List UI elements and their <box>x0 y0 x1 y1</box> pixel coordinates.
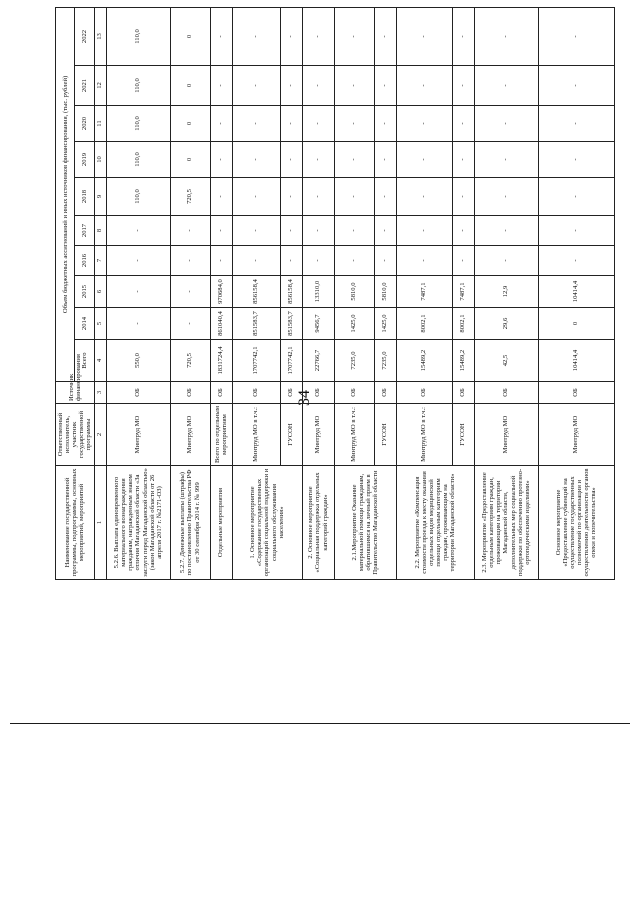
row-year-value-cell: 0 <box>170 142 210 178</box>
row-total-cell: 1707742,1 <box>232 340 280 382</box>
col-number: 6 <box>94 276 106 308</box>
row-year-value-cell: - <box>374 216 396 246</box>
row-year-value-cell: 851583,7 <box>232 308 280 340</box>
row-source-cell: ОБ <box>302 382 334 404</box>
row-executor-cell: Всего по отдельным мероприятиям <box>210 404 232 466</box>
table-row <box>538 7 614 579</box>
row-year-value-cell: - <box>170 246 210 276</box>
header-executor: Ответственный исполнитель, участник государственной программы <box>56 404 95 466</box>
row-source-cell: ОБ <box>232 382 280 404</box>
row-name-cell: 5.2.7. Денежные выплаты (штрафы) по постановлению Правительства РФ от 30 сентября 2014 г. № 999 <box>170 466 210 580</box>
row-source-cell: ОБ <box>170 382 210 404</box>
row-executor-cell: ГУСОН <box>452 404 474 466</box>
row-year-value-cell: 29,6 <box>474 308 538 340</box>
row-year-value-cell: - <box>280 66 302 106</box>
row-year-value-cell: - <box>106 246 170 276</box>
header-year: 2019 <box>75 142 94 178</box>
row-year-value-cell: 7487,1 <box>396 276 452 308</box>
row-year-value-cell: - <box>210 66 232 106</box>
row-year-value-cell: - <box>334 7 374 65</box>
row-year-value-cell: 856158,4 <box>280 276 302 308</box>
row-total-cell: 15489,2 <box>452 340 474 382</box>
row-year-value-cell: - <box>374 246 396 276</box>
row-year-value-cell: - <box>280 216 302 246</box>
row-year-value-cell: 856158,4 <box>232 276 280 308</box>
col-number: 10 <box>94 142 106 178</box>
row-year-value-cell: - <box>396 246 452 276</box>
row-year-value-cell: 0 <box>170 7 210 65</box>
row-executor-cell: Минтруд МО в т.ч.: <box>334 404 374 466</box>
row-executor-cell: Минтруд МО в т.ч.: <box>232 404 280 466</box>
row-year-value-cell: 110,0 <box>106 106 170 142</box>
row-year-value-cell: - <box>374 7 396 65</box>
row-year-value-cell: 8002,1 <box>452 308 474 340</box>
row-year-value-cell: - <box>170 276 210 308</box>
row-source-cell: ОБ <box>210 382 232 404</box>
row-total-cell: 1831724,4 <box>210 340 232 382</box>
row-year-value-cell: 110,0 <box>106 142 170 178</box>
row-executor-cell: ГУСОН <box>280 404 302 466</box>
row-year-value-cell: - <box>106 276 170 308</box>
row-year-value-cell: - <box>210 216 232 246</box>
row-year-value-cell: - <box>302 7 334 65</box>
row-name-cell: 2. Основное мероприятие «Социальная поддержка отдельных категорий граждан» <box>302 466 334 580</box>
header-name: Наименование государственной программы, подпрограммы, основных мероприятий, мероприятий <box>56 466 95 580</box>
row-year-value-cell: - <box>232 7 280 65</box>
row-executor-cell: Минтруд МО <box>170 404 210 466</box>
row-year-value-cell: - <box>302 216 334 246</box>
row-year-value-cell: 0 <box>170 106 210 142</box>
row-total-cell: 1707742,1 <box>280 340 302 382</box>
row-year-value-cell: - <box>474 216 538 246</box>
row-year-value-cell: 110,0 <box>106 178 170 216</box>
row-source-cell: ОБ <box>106 382 170 404</box>
row-year-value-cell: 720,5 <box>170 178 210 216</box>
row-year-value-cell: - <box>452 216 474 246</box>
row-year-value-cell: - <box>374 142 396 178</box>
col-number: 12 <box>94 66 106 106</box>
row-name-cell: 2.2. Мероприятие «Компенсация стоимости проезда к месту оказания отдельных видов медицинской помощи отдельным категориям граждан, проживающим на территории Магаданской области» <box>396 466 474 580</box>
row-year-value-cell: - <box>232 106 280 142</box>
row-total-cell: 7235,0 <box>334 340 374 382</box>
col-number: 9 <box>94 178 106 216</box>
header-year: 2014 <box>75 308 94 340</box>
header-budget-group: Объем бюджетных ассигнований и иных источников финансирования, (тыс. рублей) <box>56 7 75 381</box>
row-year-value-cell: 9456,7 <box>302 308 334 340</box>
row-source-cell: ОБ <box>538 382 614 404</box>
row-name-cell: 2.1.Мероприятие Оказание материальной помощи гражданам, обратившимся на личный прием в Правительство Магаданской области <box>334 466 396 580</box>
header-year: 2021 <box>75 66 94 106</box>
row-year-value-cell: - <box>374 106 396 142</box>
row-name-cell: 2.3. Мероприятие «Предоставление отдельным категориям граждан, проживающим на территории Магаданской области, дополнительных мер социальной поддержки по обеспечению протезно-ортопедическими изделиями» <box>474 466 538 580</box>
table-body <box>106 7 614 579</box>
row-year-value-cell: - <box>106 216 170 246</box>
row-year-value-cell: - <box>374 66 396 106</box>
row-year-value-cell: - <box>210 106 232 142</box>
header-year: 2018 <box>75 178 94 216</box>
row-year-value-cell: 5810,0 <box>374 276 396 308</box>
row-year-value-cell: - <box>232 178 280 216</box>
row-year-value-cell: - <box>538 7 614 65</box>
row-total-cell: 7235,0 <box>374 340 396 382</box>
row-source-cell: ОБ <box>474 382 538 404</box>
header-year: 2020 <box>75 106 94 142</box>
row-year-value-cell: 1425,0 <box>374 308 396 340</box>
row-year-value-cell: - <box>302 178 334 216</box>
row-name-cell: Основное мероприятие «Предоставление субвенций на осуществление государственных полномочий по организации и осуществлению деятельности органов опеки и попечительства» <box>538 466 614 580</box>
row-year-value-cell: - <box>538 216 614 246</box>
row-total-cell: 15489,2 <box>396 340 452 382</box>
page-number: 34 <box>296 390 313 406</box>
row-total-cell: 42,5 <box>474 340 538 382</box>
row-source-cell: ОБ <box>374 382 396 404</box>
row-year-value-cell: - <box>334 66 374 106</box>
row-source-cell: ОБ <box>280 382 302 404</box>
row-year-value-cell: 12,9 <box>474 276 538 308</box>
row-name-cell: Отдельные мероприятия <box>210 466 232 580</box>
row-year-value-cell: 1425,0 <box>334 308 374 340</box>
row-year-value-cell: - <box>170 216 210 246</box>
row-executor-cell: Минтруд МО в т.ч.: <box>396 404 452 466</box>
row-year-value-cell: - <box>474 246 538 276</box>
header-total: Всего <box>75 340 94 382</box>
row-total-cell: 720,5 <box>170 340 210 382</box>
col-number: 13 <box>94 7 106 65</box>
table-row <box>334 7 374 579</box>
row-year-value-cell: - <box>302 246 334 276</box>
row-year-value-cell: - <box>334 142 374 178</box>
col-number: 2 <box>94 404 106 466</box>
row-executor-cell: Минтруд МО <box>106 404 170 466</box>
row-year-value-cell: - <box>396 216 452 246</box>
row-year-value-cell: - <box>452 106 474 142</box>
header-year: 2016 <box>75 246 94 276</box>
row-year-value-cell: - <box>210 246 232 276</box>
row-year-value-cell: - <box>170 308 210 340</box>
header-year: 2015 <box>75 276 94 308</box>
col-number: 3 <box>94 382 106 404</box>
row-year-value-cell: - <box>302 106 334 142</box>
row-executor-cell: ГУСОН <box>374 404 396 466</box>
row-year-value-cell: - <box>210 142 232 178</box>
row-year-value-cell: 0 <box>538 308 614 340</box>
rotated-table-area <box>55 8 627 577</box>
row-year-value-cell: - <box>210 178 232 216</box>
row-year-value-cell: 110,0 <box>106 66 170 106</box>
row-year-value-cell: - <box>334 216 374 246</box>
row-name-cell: 5.2.6. Выплата единовременного материального вознаграждения гражданам, награжденным знаком отличия Магаданской области «За заслуги перед Магаданской областью» (закон Магаданской области от 26 апреля 2017 г. №2171-ОЗ) <box>106 466 170 580</box>
row-year-value-cell: 0 <box>170 66 210 106</box>
row-year-value-cell: 970684,0 <box>210 276 232 308</box>
row-year-value-cell: - <box>334 178 374 216</box>
row-year-value-cell: - <box>396 142 452 178</box>
row-year-value-cell: - <box>538 106 614 142</box>
row-year-value-cell: - <box>302 66 334 106</box>
row-year-value-cell: - <box>538 178 614 216</box>
horizontal-rule <box>10 723 630 724</box>
table-row <box>106 7 170 579</box>
budget-table <box>55 7 615 580</box>
row-year-value-cell: - <box>280 7 302 65</box>
row-source-cell: ОБ <box>396 382 452 404</box>
row-year-value-cell: - <box>474 106 538 142</box>
row-year-value-cell: - <box>452 246 474 276</box>
header-year: 2022 <box>75 7 94 65</box>
table-row <box>232 7 280 579</box>
col-number: 8 <box>94 216 106 246</box>
table-row <box>170 7 210 579</box>
row-year-value-cell: 861040,4 <box>210 308 232 340</box>
row-year-value-cell: - <box>452 142 474 178</box>
row-year-value-cell: - <box>396 66 452 106</box>
row-total-cell: 550,0 <box>106 340 170 382</box>
row-year-value-cell: - <box>396 178 452 216</box>
row-year-value-cell: - <box>232 216 280 246</box>
row-year-value-cell: 110,0 <box>106 7 170 65</box>
row-year-value-cell: - <box>280 106 302 142</box>
table-row <box>210 7 232 579</box>
row-year-value-cell: 5810,0 <box>334 276 374 308</box>
row-year-value-cell: - <box>106 308 170 340</box>
row-source-cell: ОБ <box>334 382 374 404</box>
col-number: 5 <box>94 308 106 340</box>
header-row-1 <box>56 7 75 579</box>
row-year-value-cell: - <box>232 246 280 276</box>
header-year: 2017 <box>75 216 94 246</box>
row-executor-cell: Минтруд МО <box>474 404 538 466</box>
row-name-cell: 1. Основное мероприятие «Содержание государственных организаций социальной поддержки и социального обслуживания населения» <box>232 466 302 580</box>
row-year-value-cell: - <box>374 178 396 216</box>
row-year-value-cell: - <box>280 246 302 276</box>
row-source-cell: ОБ <box>452 382 474 404</box>
row-total-cell: 22766,7 <box>302 340 334 382</box>
row-year-value-cell: - <box>232 142 280 178</box>
table-row <box>474 7 538 579</box>
header-colnum-row <box>94 7 106 579</box>
col-number: 7 <box>94 246 106 276</box>
row-year-value-cell: 8002,1 <box>396 308 452 340</box>
row-year-value-cell: - <box>538 142 614 178</box>
row-year-value-cell: - <box>334 106 374 142</box>
row-executor-cell: Минтруд МО <box>538 404 614 466</box>
row-year-value-cell: - <box>474 142 538 178</box>
col-number: 1 <box>94 466 106 580</box>
row-year-value-cell: - <box>474 178 538 216</box>
col-number: 4 <box>94 340 106 382</box>
row-year-value-cell: - <box>334 246 374 276</box>
row-year-value-cell: - <box>474 7 538 65</box>
row-year-value-cell: 851583,7 <box>280 308 302 340</box>
header-source: Источник финансирования <box>56 382 95 404</box>
row-year-value-cell: - <box>538 66 614 106</box>
row-year-value-cell: 10414,4 <box>538 276 614 308</box>
row-year-value-cell: - <box>280 178 302 216</box>
row-year-value-cell: - <box>452 7 474 65</box>
row-year-value-cell: - <box>396 7 452 65</box>
row-year-value-cell: - <box>396 106 452 142</box>
row-year-value-cell: - <box>538 246 614 276</box>
row-year-value-cell: - <box>232 66 280 106</box>
row-total-cell: 10414,4 <box>538 340 614 382</box>
row-executor-cell: Минтруд МО <box>302 404 334 466</box>
row-year-value-cell: - <box>210 7 232 65</box>
row-year-value-cell: - <box>302 142 334 178</box>
row-year-value-cell: - <box>280 142 302 178</box>
rotated-table-frame <box>55 29 627 580</box>
row-year-value-cell: 7487,1 <box>452 276 474 308</box>
table-row <box>396 7 452 579</box>
row-year-value-cell: - <box>474 66 538 106</box>
col-number: 11 <box>94 106 106 142</box>
row-year-value-cell: - <box>452 178 474 216</box>
row-year-value-cell: - <box>452 66 474 106</box>
table-row <box>302 7 334 579</box>
row-year-value-cell: 13310,0 <box>302 276 334 308</box>
